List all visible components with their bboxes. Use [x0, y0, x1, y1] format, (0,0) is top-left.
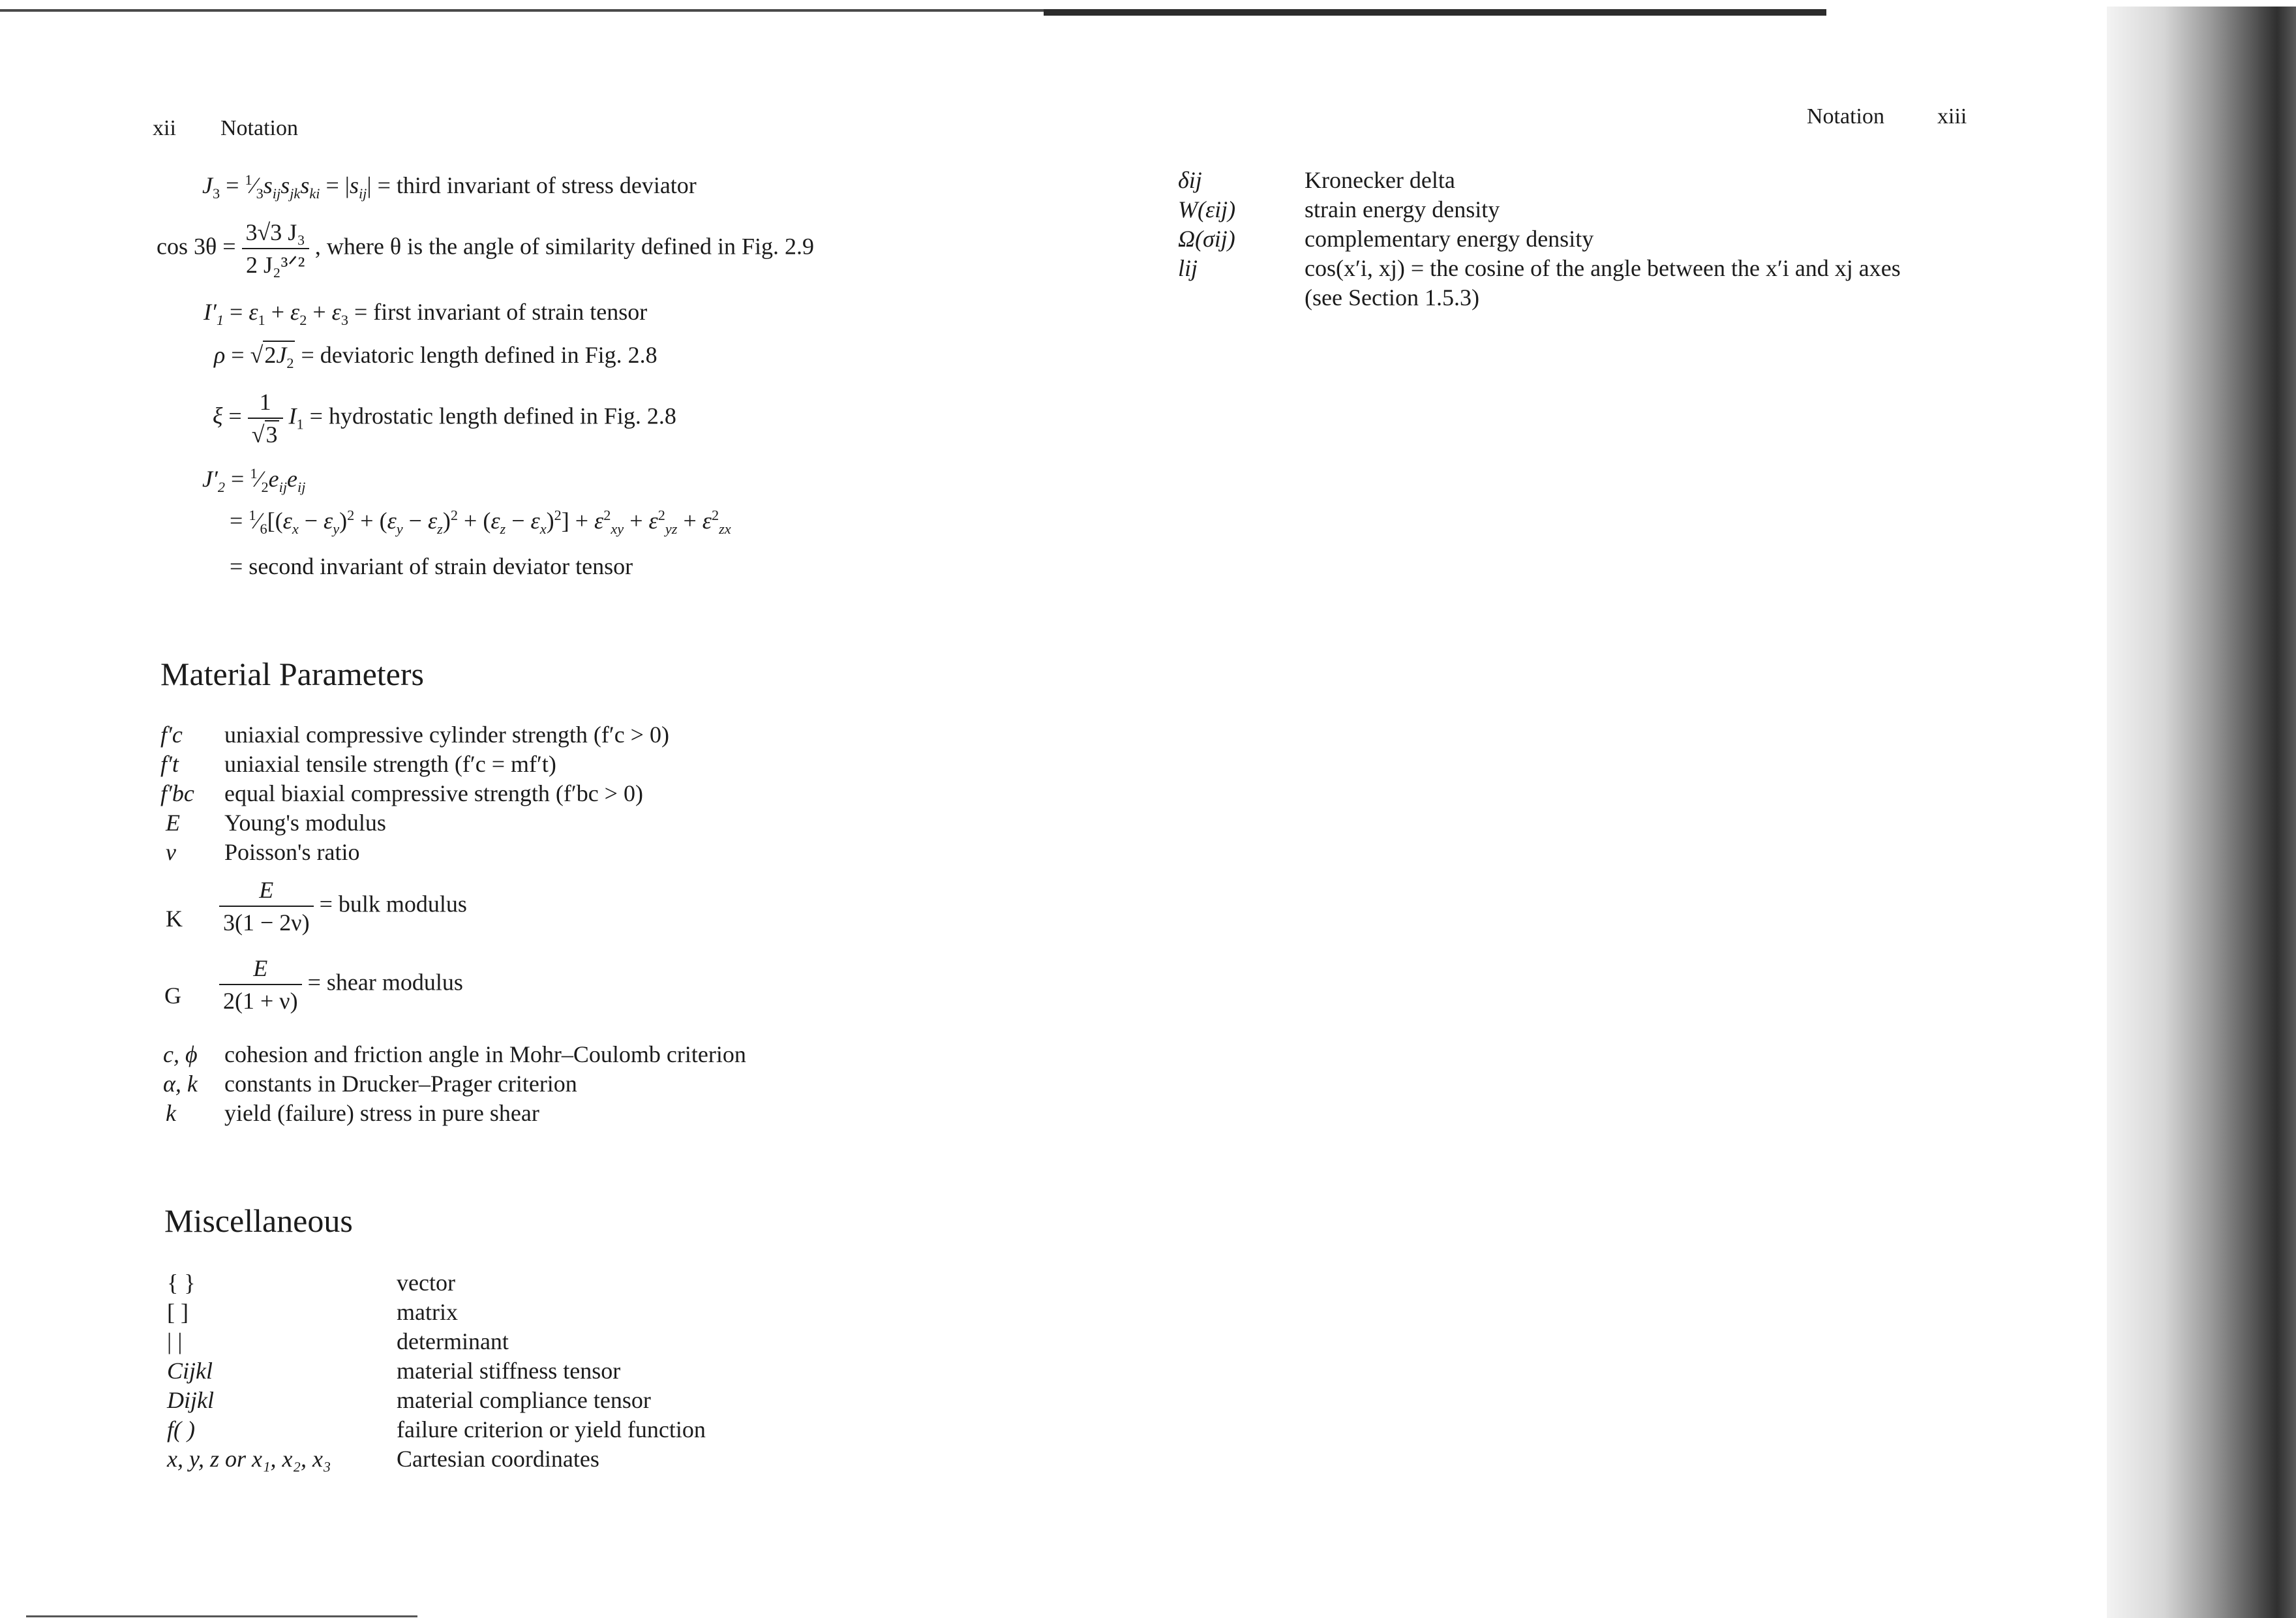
symbol-c-phi: c, ϕ [163, 1041, 198, 1067]
symbol-lij: lij [1178, 255, 1198, 281]
shear-description: = shear modulus [307, 969, 463, 996]
desc-k-shear: yield (failure) stress in pure shear [224, 1100, 539, 1126]
xi-fraction: $\frac{1}{√3}$ [248, 388, 283, 449]
desc-w: strain energy density [1305, 196, 1500, 222]
cos-theta-description: , where θ is the angle of similarity defined in Fig. 2.9 [314, 233, 814, 260]
symbol-delta: δij [1178, 167, 1202, 193]
left-page-number: xii [153, 116, 176, 140]
desc-c-phi: cohesion and friction angle in Mohr–Coulomb criterion [224, 1041, 746, 1067]
symbol-e: E [166, 810, 180, 836]
desc-fc: uniaxial compressive cylinder strength (f′c > 0) [224, 722, 669, 748]
i1-equation: $I'_1 = \varepsilon_1 + \varepsilon_2 + \varepsilon_3$ = first invariant of strain tensor [204, 299, 648, 329]
symbol-fbc: f′bc [160, 780, 194, 806]
desc-delta: Kronecker delta [1305, 167, 1455, 193]
desc-nu: Poisson's ratio [224, 839, 360, 865]
scan-top-rule-dark [1044, 9, 1826, 16]
scan-bottom-rule [26, 1615, 417, 1617]
symbol-fc: f′c [160, 722, 183, 748]
desc-alpha-k: constants in Drucker–Prager criterion [224, 1071, 577, 1097]
symbol-cijkl: Cijkl [167, 1358, 213, 1384]
book-spine-shadow [2107, 7, 2296, 1618]
desc-lij: cos(x′i, xj) = the cosine of the angle between the x′i and xj axes [1305, 255, 1901, 281]
j2-description: = second invariant of strain deviator tensor [230, 553, 633, 579]
desc-dijkl: material compliance tensor [397, 1387, 651, 1413]
symbol-determinant: | | [167, 1328, 183, 1354]
bulk-description: = bulk modulus [319, 891, 467, 917]
desc-e: Young's modulus [224, 810, 386, 836]
desc-lij-continuation: (see Section 1.5.3) [1305, 284, 1479, 311]
symbol-k-bulk: K [166, 906, 183, 932]
desc-ft: uniaxial tensile strength (f′c = mf′t) [224, 751, 556, 777]
desc-vector: vector [397, 1270, 455, 1296]
rho-equation: $\rho = √2J_2$ = deviatoric length defined in Fig. 2.8 [214, 342, 657, 372]
j3-description: = third invariant of stress deviator [377, 172, 697, 198]
symbol-matrix: [ ] [167, 1299, 189, 1325]
i1-description: = first invariant of strain tensor [354, 299, 648, 325]
j2-equation-line2: = $^1⁄_6[(\varepsilon_x - \varepsilon_y)^2 + (\varepsilon_y - \varepsilon_z)^2 + (\varepsilon_z - \varepsilon_x)^2] + \varepsilon^2_{xy} + \varepsilon^2_{yz} + \varepsilon^2_{zx}$ [230, 507, 731, 538]
symbol-vector: { } [167, 1270, 196, 1296]
symbol-nu: ν [166, 839, 176, 865]
symbol-ft: f′t [160, 751, 179, 777]
desc-coordinates: Cartesian coordinates [397, 1446, 599, 1472]
cos-theta-denominator: 2 J₂³ᐟ² [246, 252, 305, 278]
right-running-head: Notation [1807, 104, 1884, 129]
bulk-fraction: $\frac{E}{3(1 - 2\nu)}$ [219, 876, 314, 937]
cos-theta-lhs: cos 3θ = [157, 233, 236, 260]
symbol-alpha-k: α, k [163, 1071, 198, 1097]
j3-symbol: J [202, 172, 213, 198]
shear-fraction: $\frac{E}{2(1 + \nu)}$ [219, 954, 302, 1015]
rho-description: = deviatoric length defined in Fig. 2.8 [301, 342, 657, 368]
j2-equation-line1: $J'_2$ = $^1⁄_2e_{ij}e_{ij}$ [202, 465, 306, 496]
symbol-g-shear: G [164, 983, 181, 1009]
cos-theta-numerator: 3√3 J₃ [242, 218, 309, 249]
material-parameters-heading: Material Parameters [160, 656, 424, 692]
xi-description: = hydrostatic length defined in Fig. 2.8 [309, 403, 676, 429]
desc-determinant: determinant [397, 1328, 509, 1354]
symbol-coordinates: x, y, z or x₁, x₂, x₃ [167, 1446, 331, 1472]
desc-f: failure criterion or yield function [397, 1416, 706, 1442]
cos-theta-equation [157, 218, 814, 279]
miscellaneous-heading: Miscellaneous [164, 1202, 353, 1239]
symbol-k-shear: k [166, 1100, 176, 1126]
symbol-omega: Ω(σij) [1178, 226, 1235, 252]
xi-equation: ξ = $\frac{1}{√3}$ $I_1$ = hydrostatic length defined in Fig. 2.8 [213, 389, 676, 448]
desc-fbc: equal biaxial compressive strength (f′bc > 0) [224, 780, 643, 806]
symbol-dijkl: Dijkl [167, 1387, 214, 1413]
cos-theta-fraction [242, 218, 309, 279]
desc-matrix: matrix [397, 1299, 458, 1325]
symbol-w: W(εij) [1178, 196, 1236, 222]
right-page-number: xiii [1937, 104, 1967, 129]
desc-cijkl: material stiffness tensor [397, 1358, 621, 1384]
left-running-head: Notation [220, 116, 298, 140]
shear-modulus-equation [219, 954, 463, 1015]
bulk-modulus-equation [219, 876, 467, 937]
desc-omega: complementary energy density [1305, 226, 1594, 252]
j3-equation: $J_3$ = $^1⁄_3s_{ij}s_{jk}s_{ki} = |s_{ij}|$ = third invariant of stress deviator [202, 172, 697, 202]
symbol-f: f( ) [167, 1416, 195, 1442]
